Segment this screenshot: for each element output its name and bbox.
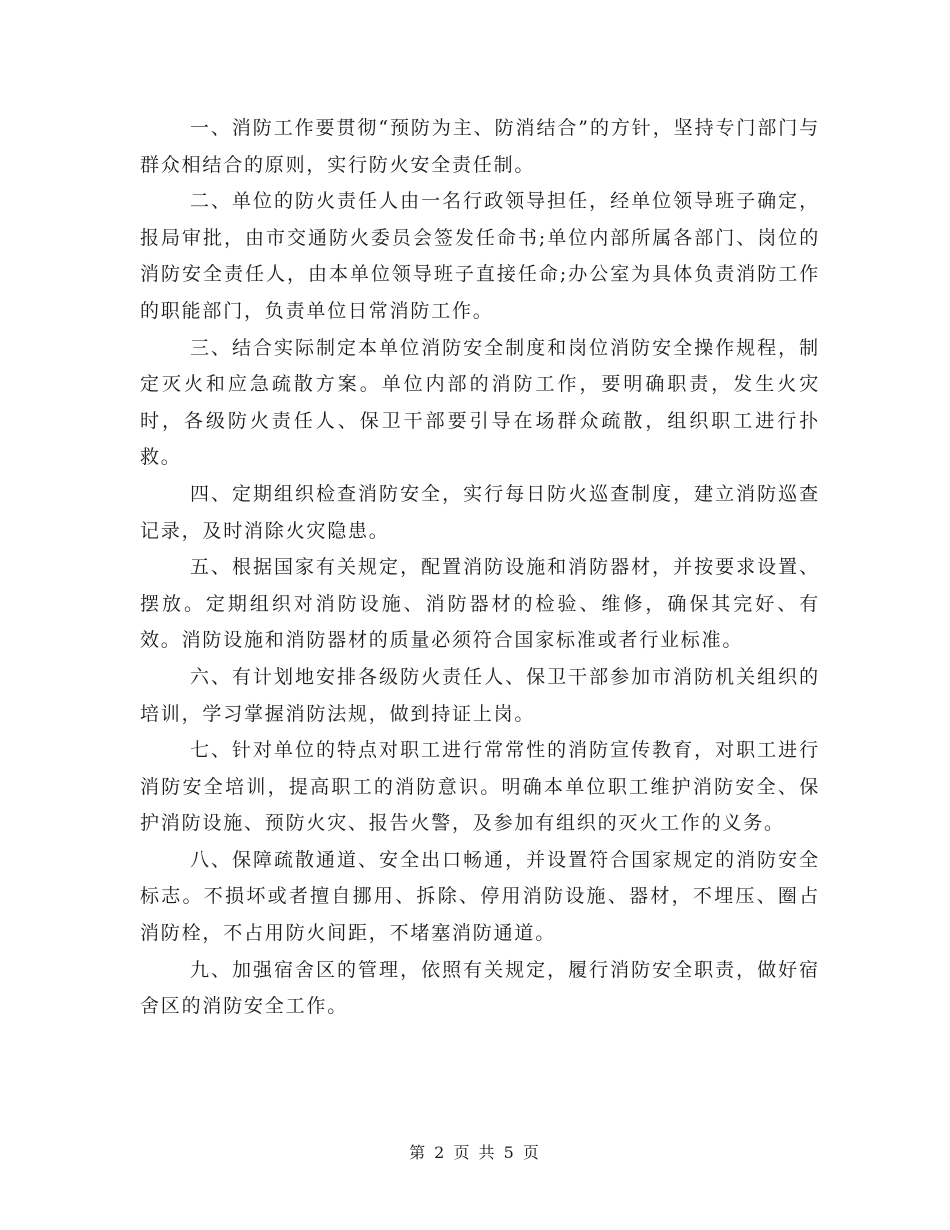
paragraph-7: 七、针对单位的特点对职工进行常常性的消防宣传教育，对职工进行消防安全培训，提高职工的消防意识。明确本单位职工维护消防安全、保护消防设施、预防火灾、报告火警，及参加有组织的灭火工作的义务。 — [140, 739, 820, 835]
paragraph-9: 九、加强宿舍区的管理，依照有关规定，履行消防安全职责，做好宿舍区的消防安全工作。 — [140, 958, 820, 1018]
paragraph-2: 二、单位的防火责任人由一名行政领导担任，经单位领导班子确定，报局审批，由市交通防火委员会签发任命书;单位内部所属各部门、岗位的消防安全责任人，由本单位领导班子直接任命;办公室为具体负责消防工作的职能部门，负责单位日常消防工作。 — [140, 190, 820, 322]
paragraph-1: 一、消防工作要贯彻“预防为主、防消结合”的方针，坚持专门部门与群众相结合的原则，实行防火安全责任制。 — [140, 117, 820, 176]
paragraph-6: 六、有计划地安排各级防火责任人、保卫干部参加市消防机关组织的培训，学习掌握消防法规，做到持证上岗。 — [140, 665, 820, 725]
paragraph-8: 八、保障疏散通道、安全出口畅通，并设置符合国家规定的消防安全标志。不损坏或者擅自挪用、拆除、停用消防设施、器材，不埋压、圈占消防栓，不占用防火间距，不堵塞消防通道。 — [140, 848, 820, 945]
document-body — [140, 110, 820, 1025]
page-number-footer: 第 2 页 共 5 页 — [409, 1143, 541, 1162]
paragraph-5: 五、根据国家有关规定，配置消防设施和消防器材，并按要求设置、摆放。定期组织对消防设施、消防器材的检验、维修，确保其完好、有效。消防设施和消防器材的质量必须符合国家标准或者行业标准。 — [140, 556, 820, 652]
paragraph-4: 四、定期组织检查消防安全，实行每日防火巡查制度，建立消防巡查记录，及时消除火灾隐患。 — [140, 482, 820, 542]
paragraph-3: 三、结合实际制定本单位消防安全制度和岗位消防安全操作规程，制定灭火和应急疏散方案。单位内部的消防工作，要明确职责，发生火灾时，各级防火责任人、保卫干部要引导在场群众疏散，组织职工进行扑救。 — [140, 336, 820, 469]
